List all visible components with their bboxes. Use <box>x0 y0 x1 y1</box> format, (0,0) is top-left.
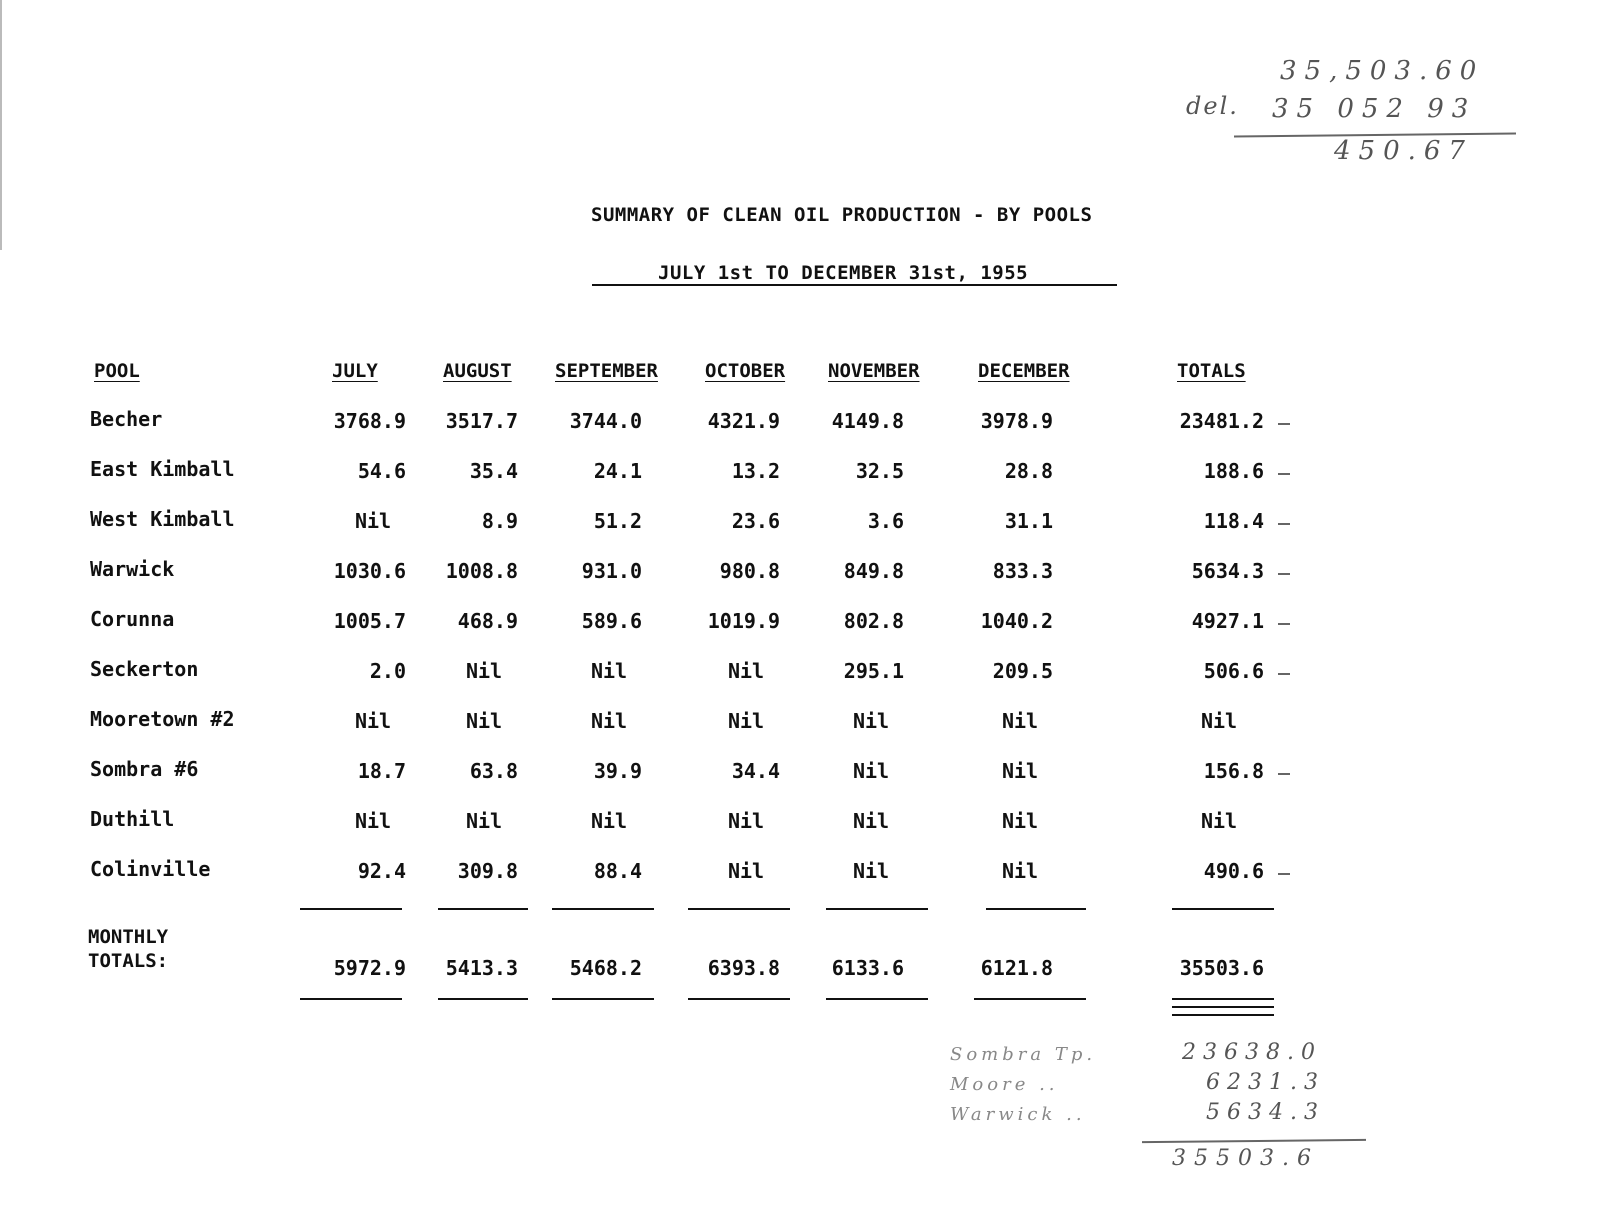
table-cell: Nil <box>1001 709 1039 733</box>
check-tick-mark <box>1278 623 1290 625</box>
table-cell: 1008.8 <box>445 559 518 583</box>
handwritten-area-value: 6231.3 <box>1206 1070 1325 1095</box>
sum-rule <box>438 908 528 910</box>
table-cell: Nil <box>852 709 890 733</box>
total-rule <box>300 998 402 1000</box>
table-cell: 833.3 <box>992 559 1053 583</box>
table-cell: 490.6 <box>1203 859 1264 883</box>
handwritten-area-label: Warwick .. <box>950 1104 1086 1125</box>
table-cell: Nil <box>354 709 392 733</box>
table-cell: 4927.1 <box>1191 609 1264 633</box>
table-cell: 156.8 <box>1203 759 1264 783</box>
table-cell: 309.8 <box>457 859 518 883</box>
table-cell: 92.4 <box>357 859 406 883</box>
sum-rule <box>986 908 1086 910</box>
table-cell: 506.6 <box>1203 659 1264 683</box>
table-cell: Nil <box>465 709 503 733</box>
table-cell: Nil <box>354 809 392 833</box>
table-cell: 23481.2 <box>1179 409 1264 433</box>
document-subtitle: JULY 1st TO DECEMBER 31st, 1955 <box>658 262 1029 284</box>
table-cell: 3.6 <box>867 509 904 533</box>
table-cell: 295.1 <box>843 659 904 683</box>
monthly-total-value: 6133.6 <box>831 956 904 980</box>
table-cell: 1030.6 <box>333 559 406 583</box>
table-cell: 28.8 <box>1004 459 1053 483</box>
table-cell: Nil <box>852 809 890 833</box>
table-cell: 2.0 <box>369 659 406 683</box>
total-rule <box>1172 998 1274 1000</box>
table-cell: Nil <box>727 809 765 833</box>
grand-total-double-rule <box>1172 1014 1274 1016</box>
pool-name: East Kimball <box>90 457 235 481</box>
table-cell: 468.9 <box>457 609 518 633</box>
table-cell: 118.4 <box>1203 509 1264 533</box>
pool-name: Colinville <box>90 857 211 881</box>
check-tick-mark <box>1278 873 1290 875</box>
column-header-november: NOVEMBER <box>828 360 920 382</box>
table-cell: Nil <box>1001 759 1039 783</box>
table-cell: 931.0 <box>581 559 642 583</box>
pool-name: Warwick <box>90 557 175 581</box>
pool-name: Seckerton <box>90 657 199 681</box>
column-header-september: SEPTEMBER <box>555 360 658 382</box>
table-cell: 88.4 <box>593 859 642 883</box>
table-cell: 3978.9 <box>980 409 1053 433</box>
handwritten-deduct-label: del. <box>1186 92 1239 120</box>
handwritten-deduct-line: 35 052 93 <box>1272 94 1477 124</box>
pool-name: Becher <box>90 407 163 431</box>
table-cell: 1005.7 <box>333 609 406 633</box>
table-cell: 34.4 <box>731 759 780 783</box>
table-cell: 24.1 <box>593 459 642 483</box>
table-cell: Nil <box>590 659 628 683</box>
total-rule <box>552 998 654 1000</box>
table-cell: Nil <box>1001 859 1039 883</box>
subtitle-underline <box>592 284 1117 286</box>
monthly-total-value: 5468.2 <box>569 956 642 980</box>
table-cell: Nil <box>727 659 765 683</box>
total-rule <box>826 998 928 1000</box>
table-cell: 13.2 <box>731 459 780 483</box>
scan-edge <box>0 0 2 250</box>
total-rule <box>974 998 1086 1000</box>
table-cell: Nil <box>590 809 628 833</box>
table-cell: Nil <box>1200 709 1238 733</box>
pool-name: Mooretown #2 <box>90 707 235 731</box>
table-cell: 39.9 <box>593 759 642 783</box>
handwritten-area-value: 5634.3 <box>1206 1100 1325 1125</box>
table-cell: 23.6 <box>731 509 780 533</box>
sum-rule <box>1172 908 1274 910</box>
table-cell: Nil <box>1001 809 1039 833</box>
table-cell: 802.8 <box>843 609 904 633</box>
sum-rule <box>300 908 402 910</box>
table-cell: Nil <box>727 709 765 733</box>
table-cell: Nil <box>354 509 392 533</box>
table-cell: 4321.9 <box>707 409 780 433</box>
table-cell: Nil <box>727 859 765 883</box>
table-cell: Nil <box>590 709 628 733</box>
table-cell: 8.9 <box>481 509 518 533</box>
sum-rule <box>826 908 928 910</box>
table-cell: 35.4 <box>469 459 518 483</box>
handwritten-sum-rule <box>1142 1139 1366 1143</box>
table-cell: 1040.2 <box>980 609 1053 633</box>
table-cell: 31.1 <box>1004 509 1053 533</box>
pool-name: Sombra #6 <box>90 757 199 781</box>
table-cell: 32.5 <box>855 459 904 483</box>
monthly-total-value: 6121.8 <box>980 956 1053 980</box>
monthly-total-value: 5972.9 <box>333 956 406 980</box>
table-cell: 589.6 <box>581 609 642 633</box>
table-cell: 18.7 <box>357 759 406 783</box>
table-cell: Nil <box>465 809 503 833</box>
check-tick-mark <box>1278 523 1290 525</box>
table-cell: Nil <box>852 859 890 883</box>
table-cell: 209.5 <box>992 659 1053 683</box>
check-tick-mark <box>1278 673 1290 675</box>
document-title: SUMMARY OF CLEAN OIL PRODUCTION - BY POOLS <box>591 204 1093 226</box>
column-header-pool: POOL <box>94 360 140 382</box>
handwritten-area-value: 23638.0 <box>1182 1040 1322 1065</box>
column-header-october: OCTOBER <box>705 360 786 382</box>
table-cell: Nil <box>1200 809 1238 833</box>
sum-rule <box>688 908 790 910</box>
total-rule <box>438 998 528 1000</box>
pool-name: Duthill <box>90 807 175 831</box>
check-tick-mark <box>1278 473 1290 475</box>
table-cell: 188.6 <box>1203 459 1264 483</box>
check-tick-mark <box>1278 773 1290 775</box>
table-cell: 980.8 <box>719 559 780 583</box>
pool-name: West Kimball <box>90 507 235 531</box>
monthly-total-value: 35503.6 <box>1179 956 1264 980</box>
table-cell: 1019.9 <box>707 609 780 633</box>
handwritten-summary-total: 35503.6 <box>1172 1146 1319 1171</box>
handwritten-area-label: Sombra Tp. <box>950 1044 1097 1065</box>
monthly-total-value: 5413.3 <box>445 956 518 980</box>
check-tick-mark <box>1278 423 1290 425</box>
monthly-totals-label: MONTHLY <box>88 926 169 948</box>
total-rule <box>688 998 790 1000</box>
table-cell: 63.8 <box>469 759 518 783</box>
column-header-december: DECEMBER <box>978 360 1070 382</box>
table-cell: 51.2 <box>593 509 642 533</box>
table-cell: Nil <box>465 659 503 683</box>
handwritten-area-label: Moore .. <box>950 1074 1059 1095</box>
handwritten-total-line: 35,503.60 <box>1280 56 1485 86</box>
column-header-july: JULY <box>332 360 378 382</box>
monthly-totals-label: TOTALS: <box>88 950 169 972</box>
pool-name: Corunna <box>90 607 175 631</box>
table-cell: 4149.8 <box>831 409 904 433</box>
table-cell: 5634.3 <box>1191 559 1264 583</box>
table-cell: 849.8 <box>843 559 904 583</box>
table-cell: 54.6 <box>357 459 406 483</box>
column-header-august: AUGUST <box>443 360 512 382</box>
table-cell: 3768.9 <box>333 409 406 433</box>
table-cell: 3517.7 <box>445 409 518 433</box>
monthly-total-value: 6393.8 <box>707 956 780 980</box>
table-cell: 3744.0 <box>569 409 642 433</box>
column-header-totals: TOTALS <box>1177 360 1246 382</box>
check-tick-mark <box>1278 573 1290 575</box>
sum-rule <box>552 908 654 910</box>
handwritten-difference: 450.67 <box>1334 136 1473 166</box>
table-cell: Nil <box>852 759 890 783</box>
grand-total-double-rule <box>1172 1006 1274 1008</box>
